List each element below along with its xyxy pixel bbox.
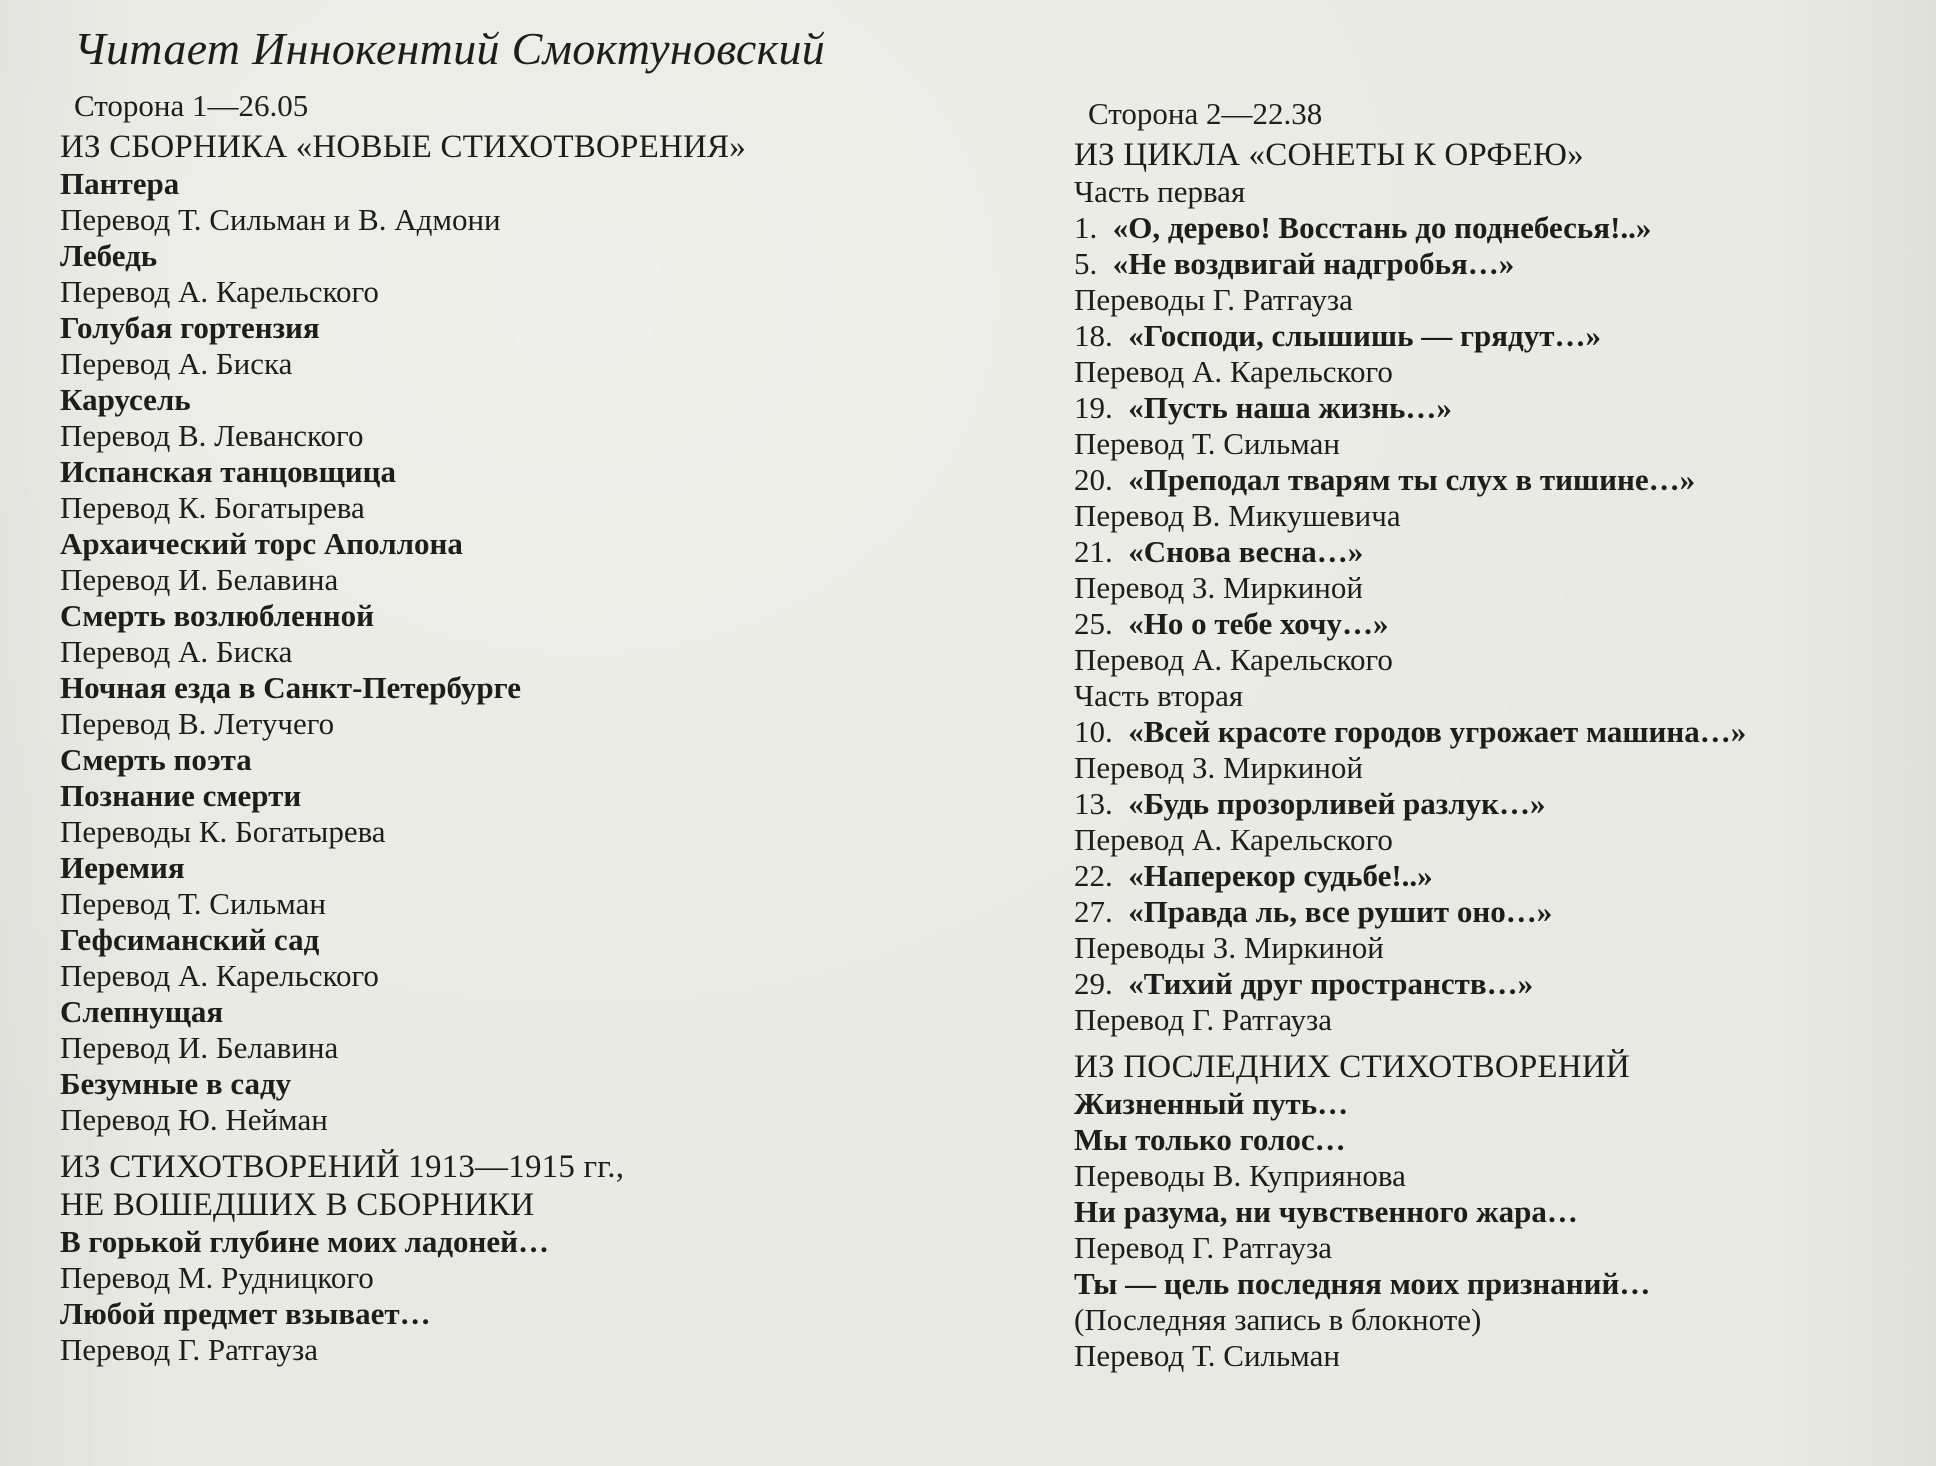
line-text: «Тихий друг пространств…» [1128, 966, 1534, 1001]
line-text: Пантера [60, 166, 180, 201]
poem-title [1074, 210, 1936, 246]
translation-credit [60, 1332, 940, 1368]
line-text: Перевод К. Богатырева [60, 490, 365, 525]
line-text: Перевод А. Биска [60, 346, 293, 381]
line-text: Перевод В. Летучего [60, 706, 335, 741]
line-text: «Не воздвигай надгробья…» [1112, 246, 1515, 281]
line-text: Часть вторая [1074, 678, 1244, 713]
translation-credit [60, 706, 940, 742]
translation-credit [1074, 822, 1936, 858]
poem-title [60, 1296, 940, 1332]
line-text: Жизненный путь… [1074, 1086, 1349, 1121]
sonnet-number: 27. [1074, 894, 1113, 929]
side-2-label: Сторона 2—22.38 [1088, 96, 1323, 131]
poem-title [60, 670, 940, 706]
line-text: «Всей красоте городов угрожает машина…» [1128, 714, 1747, 749]
poem-title [60, 238, 940, 274]
line-text: «О, дерево! Восстань до поднебесья!..» [1112, 210, 1652, 245]
translation-credit [1074, 426, 1936, 462]
sonnet-number: 18. [1074, 318, 1113, 353]
poem-title [1074, 246, 1936, 282]
line-text: Ночная езда в Санкт-Петербурге [60, 670, 522, 705]
line-text: Часть первая [1074, 174, 1246, 209]
line-text: Перевод Т. Сильман [1074, 426, 1340, 461]
translation-credit [1074, 1002, 1936, 1038]
line-text: Безумные в саду [60, 1066, 292, 1101]
line-text: Перевод И. Белавина [60, 562, 339, 597]
line-text: Перевод В. Микушевича [1074, 498, 1401, 533]
poem-title [1074, 318, 1936, 354]
poem-title [1074, 858, 1936, 894]
translation-credit [1074, 498, 1936, 534]
line-text: Перевод А. Карельского [60, 958, 379, 993]
poem-title [1074, 390, 1936, 426]
sonnet-number: 13. [1074, 786, 1113, 821]
translation-credit [60, 1260, 940, 1296]
line-text: Любой предмет взывает… [60, 1296, 431, 1331]
sonnet-number: 10. [1074, 714, 1113, 749]
line-text: Смерть возлюбленной [60, 598, 374, 633]
poem-title [60, 922, 940, 958]
line-text: Перевод Т. Сильман [60, 886, 326, 921]
section [1074, 1048, 1936, 1374]
line-text: Познание смерти [60, 778, 302, 813]
line-text: Гефсиманский сад [60, 922, 320, 957]
poem-title [60, 778, 940, 814]
line-text: Голубая гортензия [60, 310, 320, 345]
poem-title [60, 850, 940, 886]
line-text: Лебедь [60, 238, 158, 273]
section [1074, 136, 1936, 1038]
line-text: Перевод В. Леванского [60, 418, 364, 453]
sonnet-number: 5. [1074, 246, 1098, 281]
line-text: Перевод А. Карельского [1074, 822, 1393, 857]
translation-credit [60, 814, 940, 850]
line-text: Переводы В. Куприянова [1074, 1158, 1406, 1193]
poem-title [60, 526, 940, 562]
line-text: Перевод З. Миркиной [1074, 570, 1363, 605]
translation-credit [60, 886, 940, 922]
line-text: Смерть поэта [60, 742, 252, 777]
section-heading: НЕ ВОШЕДШИХ В СБОРНИКИ [60, 1187, 535, 1223]
line-text: «Снова весна…» [1128, 534, 1364, 569]
translation-credit [1074, 750, 1936, 786]
poem-title [1074, 462, 1936, 498]
section-heading: ИЗ СБОРНИКА «НОВЫЕ СТИХОТВОРЕНИЯ» [60, 129, 746, 165]
poem-title [1074, 786, 1936, 822]
poem-title [60, 1066, 940, 1102]
line-text: Карусель [60, 382, 191, 417]
line-text: Мы только голос… [1074, 1122, 1346, 1157]
poem-title [1074, 1194, 1936, 1230]
poem-title [60, 994, 940, 1030]
translation-credit [1074, 354, 1936, 390]
section-heading: ИЗ ЦИКЛА «СОНЕТЫ К ОРФЕЮ» [1074, 137, 1584, 173]
translation-credit [60, 1030, 940, 1066]
poem-title [60, 310, 940, 346]
sonnet-number: 20. [1074, 462, 1113, 497]
poem-title [1074, 966, 1936, 1002]
poem-title [60, 454, 940, 490]
translation-credit [60, 202, 940, 238]
translation-credit [1074, 1338, 1936, 1374]
line-text: (Последняя запись в блокноте) [1074, 1302, 1482, 1337]
translation-credit [60, 958, 940, 994]
line-text: Перевод А. Карельского [1074, 354, 1393, 389]
translation-credit [1074, 174, 1936, 210]
line-text: Перевод Т. Сильман [1074, 1338, 1340, 1373]
translation-credit [60, 562, 940, 598]
line-text: Архаический торс Аполлона [60, 526, 463, 561]
poem-title [60, 166, 940, 202]
line-text: «Наперекор судьбе!..» [1128, 858, 1433, 893]
line-text: Испанская танцовщица [60, 454, 396, 489]
line-text: Перевод Г. Ратгауза [1074, 1230, 1333, 1265]
translation-credit [1074, 678, 1936, 714]
line-text: Перевод А. Карельского [1074, 642, 1393, 677]
poem-title [60, 1224, 940, 1260]
line-text: Переводы З. Миркиной [1074, 930, 1384, 965]
translation-credit [60, 634, 940, 670]
line-text: «Пусть наша жизнь…» [1128, 390, 1452, 425]
sonnet-number: 22. [1074, 858, 1113, 893]
line-text: Перевод Г. Ратгауза [1074, 1002, 1333, 1037]
poem-title [1074, 1086, 1936, 1122]
poem-title [1074, 1266, 1936, 1302]
sonnet-number: 29. [1074, 966, 1113, 1001]
translation-credit [1074, 930, 1936, 966]
sonnet-number: 19. [1074, 390, 1113, 425]
translation-credit [1074, 642, 1936, 678]
translation-credit [1074, 570, 1936, 606]
line-text: Перевод Т. Сильман и В. Адмони [60, 202, 501, 237]
line-text: Переводы К. Богатырева [60, 814, 386, 849]
translation-credit [60, 274, 940, 310]
translation-credit [1074, 282, 1936, 318]
line-text: Ни разума, ни чувственного жара… [1074, 1194, 1578, 1229]
side-1-column [60, 88, 940, 1368]
section [60, 128, 940, 1138]
section [60, 1148, 940, 1368]
line-text: «Правда ль, все рушит оно…» [1128, 894, 1553, 929]
section-heading: ИЗ СТИХОТВОРЕНИЙ 1913—1915 гг., [60, 1149, 625, 1185]
sonnet-number: 21. [1074, 534, 1113, 569]
line-text: Перевод М. Рудницкого [60, 1260, 374, 1295]
translation-credit [60, 1102, 940, 1138]
line-text: В горькой глубине моих ладоней… [60, 1224, 550, 1259]
translation-credit [1074, 1302, 1936, 1338]
line-text: Перевод Г. Ратгауза [60, 1332, 319, 1367]
line-text: Переводы Г. Ратгауза [1074, 282, 1353, 317]
translation-credit [60, 418, 940, 454]
poem-title [60, 382, 940, 418]
poem-title [60, 598, 940, 634]
section-heading: ИЗ ПОСЛЕДНИХ СТИХОТВОРЕНИЙ [1074, 1049, 1630, 1085]
reader-credit: Читает Иннокентий Смоктуновский [74, 23, 826, 74]
line-text: Перевод З. Миркиной [1074, 750, 1363, 785]
line-text: Перевод И. Белавина [60, 1030, 339, 1065]
line-text: Иеремия [60, 850, 185, 885]
poem-title [1074, 894, 1936, 930]
side-1-label: Сторона 1—26.05 [74, 88, 309, 123]
poem-title [60, 742, 940, 778]
sonnet-number: 1. [1074, 210, 1098, 245]
line-text: «Господи, слышишь — грядут…» [1128, 318, 1601, 353]
side-2-tracklist [1074, 136, 1936, 1374]
line-text: Слепнущая [60, 994, 224, 1029]
translation-credit [1074, 1230, 1936, 1266]
line-text: Ты — цель последняя моих признаний… [1074, 1266, 1651, 1301]
poem-title [1074, 606, 1936, 642]
side-2-column [1074, 96, 1936, 1374]
translation-credit [60, 490, 940, 526]
poem-title [1074, 534, 1936, 570]
side-1-tracklist [60, 128, 940, 1368]
line-text: «Будь прозорливей разлук…» [1128, 786, 1546, 821]
line-text: Перевод Ю. Нейман [60, 1102, 328, 1137]
line-text: Перевод А. Карельского [60, 274, 379, 309]
line-text: «Но о тебе хочу…» [1128, 606, 1389, 641]
line-text: Перевод А. Биска [60, 634, 293, 669]
sonnet-number: 25. [1074, 606, 1113, 641]
translation-credit [1074, 1158, 1936, 1194]
translation-credit [60, 346, 940, 382]
poem-title [1074, 1122, 1936, 1158]
line-text: «Преподал тварям ты слух в тишине…» [1128, 462, 1696, 497]
poem-title [1074, 714, 1936, 750]
